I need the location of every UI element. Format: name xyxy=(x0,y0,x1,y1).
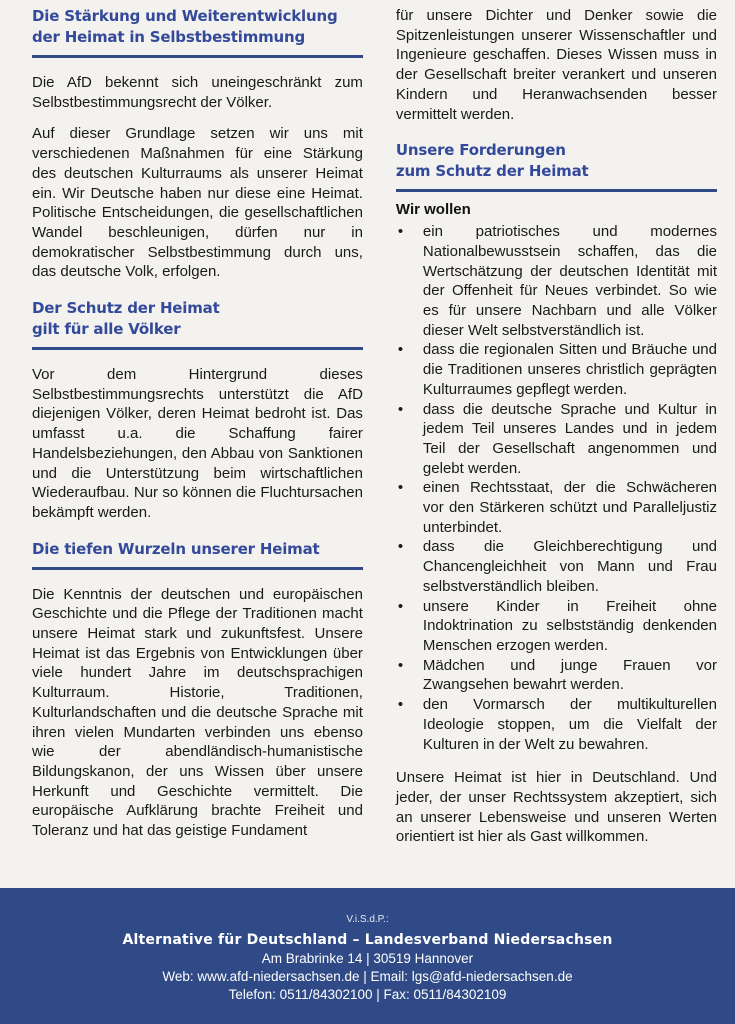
list-item-text: einen Rechtsstaat, der die Schwächeren vor den Stärkeren schützt und Paralleljustiz unterbindet. xyxy=(422,479,717,536)
heading-line: Die Stärkung und Weiterentwicklung xyxy=(32,7,338,25)
demands-list xyxy=(396,222,717,754)
heading-line: zum Schutz der Heimat xyxy=(395,162,589,181)
list-item-text: den Vormarsch der multikulturellen Ideologie stoppen, um die Vielfalt der Kulturen in der Welt zu bewahren. xyxy=(422,696,717,753)
heading-line: Unsere Forderungen xyxy=(395,141,566,160)
list-item-text: ein patriotisches und modernes Nationalbewusstsein schaffen, das die Wertschätzung der deutschen Identität mit der Offenheit für Neues verbindet. So wie es für unsere Nachbarn und alle Völker dieser Welt selbstverständlich ist. xyxy=(422,223,717,339)
paragraph: Die AfD bekennt sich uneingeschränkt zum Selbstbestimmungsrecht der Völker. xyxy=(32,74,363,111)
heading-forderungen xyxy=(396,140,717,192)
closing-paragraph: Unsere Heimat ist hier in Deutschland. Und jeder, der unser Rechtssystem akzeptiert, sich an unserer Lebensweise und unseren Werten orientiert ist hier als Gast willkommen. xyxy=(395,769,717,846)
heading-line: Der Schutz der Heimat xyxy=(32,299,220,318)
list-item xyxy=(396,222,717,340)
list-item-text: dass die regionalen Sitten und Bräuche und die Traditionen unseres christlich geprägten Kulturraumes gepflegt werden. xyxy=(422,341,717,398)
heading-line: gilt für alle Völker xyxy=(32,320,181,339)
footer xyxy=(0,888,735,1024)
bullet-icon: • xyxy=(397,656,404,674)
bullet-icon: • xyxy=(397,538,404,556)
web-email: Web: www.afd-niedersachsen.de | Email: lgs@afd-niedersachsen.de xyxy=(162,969,573,984)
list-item-text: dass die deutsche Sprache und Kultur in jedem Teil unseres Landes und in jedem Teil der Gesellschaft angenommen und gelebt werden. xyxy=(422,400,717,477)
paragraph: Auf dieser Grundlage setzen wir uns mit verschiedenen Maßnahmen für eine Stärkung des deutschen Kulturraums als unserer Heimat ein. Wir Deutsche haben nur diese eine Heimat. Politische Entscheidungen, die gesellschaftlichen Wandel beschleunigen, dürfen nur in demokratischer Selbstbestimmung durch uns, das deutsche Volk, erfolgen. xyxy=(32,125,363,281)
heading-tiefe-wurzeln xyxy=(32,539,363,570)
list-item xyxy=(396,656,717,695)
bullet-icon: • xyxy=(397,696,404,714)
list-item-text: unsere Kinder in Freiheit ohne Indoktrination zu selbstständig denkenden Menschen erzogen werden. xyxy=(422,597,717,654)
wir-wollen-label: Wir wollen xyxy=(395,201,471,219)
paragraph: Die Kenntnis der deutschen und europäischen Geschichte und die Pflege der Traditionen macht unsere Heimat stark und zukunftsfest. Unsere Heimat ist das Ergebnis von Entwicklungen über viele hundert Jahre im deutschsprachigen Kulturraum. Historie, Traditionen, Kulturlandschaften und die deutsche Sprache mit ihren vielen Mundarten verbinden uns ebenso wie der abendländisch-humanistische Bildungskanon, der uns Wissen über unsere Herkunft und Geschichte vermittelt. Die europäische Aufklärung brachte Freiheit und Toleranz und hat das geistige Fundament xyxy=(32,585,363,840)
list-item-text: Mädchen und junge Frauen vor Zwangsehen bewahrt werden. xyxy=(422,656,717,694)
paragraph-continuation: für unsere Dichter und Denker sowie die Spitzenleistungen unserer Wissenschaftler und Ingenieure geschaffen. Dieses Wissen muss in der Gesellschaft breiter verankert und unseren Kindern und Heranwachsenden besser vermittelt werden. xyxy=(395,7,717,123)
left-column xyxy=(32,0,371,888)
visdp-label: V.i.S.d.P.: xyxy=(346,914,389,925)
paragraph: Vor dem Hintergrund dieses Selbstbestimmungsrechts unterstützt die AfD diejenigen Völker, deren Heimat bedroht ist. Das umfasst u.a. die Schaffung fairer Handelsbeziehungen, den Abbau von Sanktionen und die Unterstützung beim wirtschaftlichen Wiederaufbau. Nur so können die Fluchtursachen bekämpft werden. xyxy=(32,366,363,521)
heading-schutz-heimat xyxy=(32,298,363,350)
bullet-icon: • xyxy=(397,400,404,418)
heading-line: Die tiefen Wurzeln unserer Heimat xyxy=(32,539,320,558)
organization-name: Alternative für Deutschland – Landesverband Niedersachsen xyxy=(122,932,613,948)
list-item xyxy=(396,695,717,754)
list-item xyxy=(396,597,717,656)
bullet-icon: • xyxy=(397,341,404,359)
list-item xyxy=(396,537,717,596)
list-item xyxy=(396,478,717,537)
list-item-text: dass die Gleichberechtigung und Chancengleichheit von Mann und Frau selbstverständlich bleiben. xyxy=(422,538,717,595)
bullet-icon: • xyxy=(397,479,404,497)
bullet-icon: • xyxy=(397,223,404,241)
heading-line: der Heimat in Selbstbestimmung xyxy=(32,28,306,46)
heading-staerkung-heimat xyxy=(32,6,363,58)
address: Am Brabrinke 14 | 30519 Hannover xyxy=(261,951,474,966)
list-item xyxy=(396,400,717,479)
right-column xyxy=(396,0,717,888)
bullet-icon: • xyxy=(397,597,404,615)
phone-fax: Telefon: 0511/84302100 | Fax: 0511/84302109 xyxy=(228,987,507,1002)
list-item xyxy=(396,340,717,399)
